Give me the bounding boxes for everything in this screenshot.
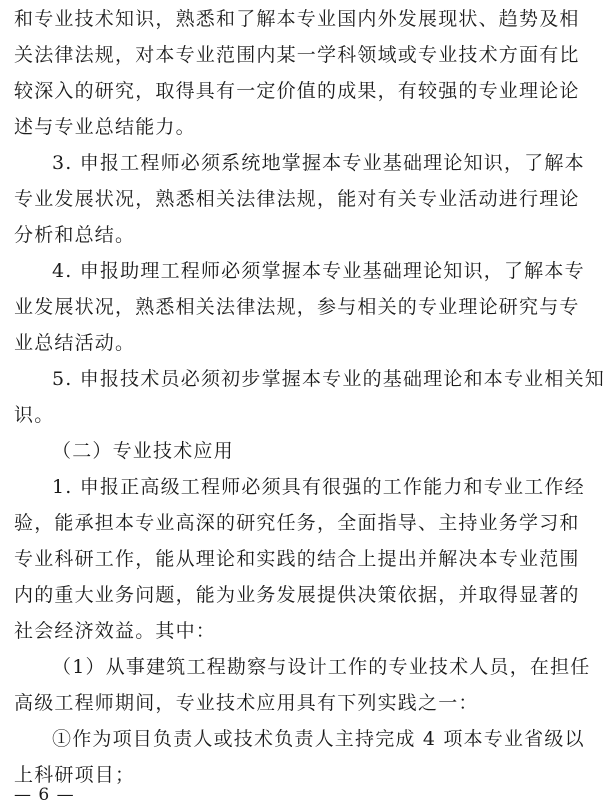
paragraph-start-item-4: 4. 申报助理工程师必须掌握本专业基础理论知识，了解本专 <box>52 260 585 282</box>
text-line: 高级工程师期间，专业技术应用具有下列实践之一： <box>14 692 479 714</box>
text-line: 社会经济效益。其中： <box>14 620 217 642</box>
text-line: 述与专业总结能力。 <box>14 116 196 138</box>
text-line: 关法律法规，对本专业范围内某一学科领域或专业技术方面有比 <box>14 44 580 66</box>
text-line: 分析和总结。 <box>14 224 136 246</box>
page-number: — 6 — <box>14 785 75 805</box>
text-line: 和专业技术知识，熟悉和了解本专业国内外发展现状、趋势及相 <box>14 8 580 30</box>
text-line: 业发展状况，熟悉相关法律法规，参与相关的专业理论研究与专 <box>14 296 580 318</box>
paragraph-start-subitem-1: （1）从事建筑工程勘察与设计工作的专业技术人员，在担任 <box>52 656 591 678</box>
paragraph-start-circled-item-1: ①作为项目负责人或技术负责人主持完成 4 项本专业省级以 <box>52 728 585 750</box>
text-line: 内的重大业务问题，能为业务发展提供决策依据，并取得显著的 <box>14 584 580 606</box>
text-line: 专业科研工作，能从理论和实践的结合上提出并解决本专业范围 <box>14 548 580 570</box>
text-line: 业总结活动。 <box>14 332 136 354</box>
paragraph-start-item-5: 5. 申报技术员必须初步掌握本专业的基础理论和本专业相关知 <box>52 368 605 390</box>
text-line: 上科研项目； <box>14 764 136 786</box>
text-line: 验，能承担本专业高深的研究任务，全面指导、主持业务学习和 <box>14 512 580 534</box>
paragraph-start-item-1: 1. 申报正高级工程师必须具有很强的工作能力和专业工作经 <box>52 476 585 498</box>
text-line: 识。 <box>14 404 55 426</box>
text-line: 专业发展状况，熟悉相关法律法规，能对有关专业活动进行理论 <box>14 188 580 210</box>
section-heading: （二）专业技术应用 <box>52 440 234 462</box>
paragraph-start-item-3: 3. 申报工程师必须系统地掌握本专业基础理论知识，了解本 <box>52 152 585 174</box>
text-line: 较深入的研究，取得具有一定价值的成果，有较强的专业理论论 <box>14 80 580 102</box>
